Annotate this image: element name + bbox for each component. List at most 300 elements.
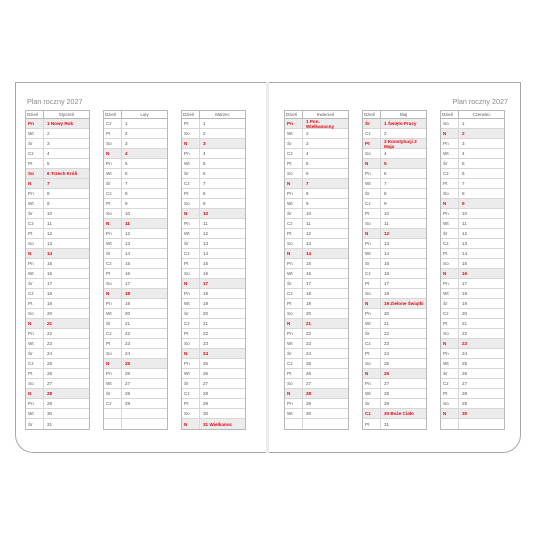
day-row[interactable] [363, 179, 426, 189]
day-row[interactable] [104, 269, 167, 279]
day-number: 17 [384, 281, 390, 286]
day-row[interactable] [182, 419, 245, 429]
day-row[interactable] [26, 139, 89, 149]
day-row[interactable] [363, 369, 426, 379]
day-row[interactable] [26, 249, 89, 259]
day-number: 7 [203, 181, 206, 186]
day-row[interactable] [104, 259, 167, 269]
day-row[interactable] [285, 349, 348, 359]
day-row[interactable] [182, 159, 245, 169]
day-number: 19 Zielone Świątki [384, 301, 424, 306]
weekday: So [441, 399, 459, 408]
day-row[interactable] [363, 239, 426, 249]
day-row[interactable] [285, 399, 348, 409]
day-row[interactable] [363, 269, 426, 279]
day-row[interactable] [26, 379, 89, 389]
day-row[interactable] [441, 159, 504, 169]
weekday: So [285, 309, 303, 318]
day-row[interactable] [26, 219, 89, 229]
day-number: 1 Święto Pracy [384, 121, 417, 126]
day-number: 6 [306, 171, 309, 176]
month-header [440, 110, 505, 119]
day-row[interactable] [26, 259, 89, 269]
day-row[interactable] [441, 199, 504, 209]
day-row[interactable] [104, 369, 167, 379]
day-row[interactable] [285, 329, 348, 339]
day-row[interactable] [363, 129, 426, 139]
day-row[interactable] [182, 179, 245, 189]
day-row[interactable] [441, 129, 504, 139]
day-row[interactable] [363, 309, 426, 319]
day-row[interactable] [441, 139, 504, 149]
day-number: 2 [125, 131, 128, 136]
day-number: 3 [47, 141, 50, 146]
day-row[interactable] [363, 259, 426, 269]
day-row[interactable] [182, 309, 245, 319]
day-row[interactable] [363, 379, 426, 389]
day-number: 17 [203, 281, 209, 286]
weekday: Wt [26, 339, 44, 348]
day-row[interactable] [26, 149, 89, 159]
day-row[interactable] [182, 249, 245, 259]
day-row[interactable] [285, 159, 348, 169]
day-number: 10 [384, 211, 390, 216]
day-row[interactable] [26, 349, 89, 359]
day-row[interactable] [363, 219, 426, 229]
day-row[interactable] [26, 399, 89, 409]
day-number: 14 [384, 251, 390, 256]
weekday: Pt [104, 269, 122, 278]
day-row[interactable] [104, 329, 167, 339]
day-row[interactable] [441, 259, 504, 269]
day-row[interactable] [441, 389, 504, 399]
day-number: 23 [203, 341, 209, 346]
weekday: So [104, 349, 122, 358]
month-header [181, 110, 246, 119]
day-row[interactable] [441, 299, 504, 309]
month-5 [440, 110, 505, 430]
day-row[interactable] [441, 119, 504, 129]
day-row[interactable] [182, 319, 245, 329]
month-days [284, 119, 349, 430]
day-number: 7 [306, 181, 309, 186]
day-row[interactable] [363, 279, 426, 289]
day-row[interactable] [182, 219, 245, 229]
day-row[interactable] [285, 119, 348, 129]
weekday: Pn [26, 399, 44, 408]
day-row[interactable] [285, 369, 348, 379]
day-row[interactable] [285, 339, 348, 349]
day-row[interactable] [285, 239, 348, 249]
day-row[interactable] [182, 299, 245, 309]
day-row[interactable] [285, 169, 348, 179]
weekday: Śr [104, 389, 122, 398]
day-row[interactable] [182, 349, 245, 359]
day-row[interactable] [363, 299, 426, 309]
day-row[interactable] [182, 289, 245, 299]
day-number: 29 [203, 401, 209, 406]
day-row[interactable] [26, 329, 89, 339]
day-row[interactable] [104, 179, 167, 189]
day-number: 3 [125, 141, 128, 146]
day-row[interactable] [182, 209, 245, 219]
day-row[interactable] [441, 309, 504, 319]
day-row[interactable] [26, 159, 89, 169]
day-row[interactable] [363, 189, 426, 199]
day-row[interactable] [26, 289, 89, 299]
weekday: Pt [363, 139, 381, 148]
day-row[interactable] [26, 269, 89, 279]
day-number [459, 419, 504, 429]
weekday: Pt [182, 189, 200, 198]
weekday: Pt [26, 299, 44, 308]
weekday: Pn [104, 159, 122, 168]
day-row[interactable] [182, 329, 245, 339]
day-row[interactable] [104, 419, 167, 429]
day-row[interactable] [285, 219, 348, 229]
day-row[interactable] [285, 229, 348, 239]
weekday: Cz [285, 289, 303, 298]
day-row[interactable] [104, 139, 167, 149]
day-row[interactable] [104, 209, 167, 219]
day-number: 10 [47, 211, 53, 216]
day-row[interactable] [363, 169, 426, 179]
day-row[interactable] [441, 269, 504, 279]
day-row[interactable] [26, 229, 89, 239]
day-row[interactable] [26, 209, 89, 219]
day-row[interactable] [182, 149, 245, 159]
day-row[interactable] [441, 179, 504, 189]
day-row[interactable] [104, 349, 167, 359]
day-row[interactable] [26, 299, 89, 309]
day-row[interactable] [285, 129, 348, 139]
day-row[interactable] [26, 419, 89, 429]
day-row[interactable] [104, 119, 167, 129]
day-row[interactable] [363, 349, 426, 359]
day-row[interactable] [26, 409, 89, 419]
day-row[interactable] [104, 289, 167, 299]
weekday: Cz [285, 359, 303, 368]
day-row[interactable] [363, 399, 426, 409]
day-row[interactable] [182, 189, 245, 199]
day-row[interactable] [285, 279, 348, 289]
weekday: N [441, 199, 459, 208]
day-number: 10 [125, 211, 131, 216]
weekday: Cz [363, 339, 381, 348]
day-number: 19 [47, 301, 53, 306]
day-row[interactable] [26, 369, 89, 379]
day-row[interactable] [104, 199, 167, 209]
day-number: 12 [384, 231, 390, 236]
day-row[interactable] [363, 149, 426, 159]
day-row[interactable] [363, 389, 426, 399]
day-number: 12 [306, 231, 312, 236]
weekday: Cz [441, 379, 459, 388]
day-row[interactable] [441, 169, 504, 179]
weekday: Pn [441, 349, 459, 358]
day-row[interactable] [285, 189, 348, 199]
day-number: 9 [384, 201, 387, 206]
day-row[interactable] [363, 319, 426, 329]
month-3 [284, 110, 349, 430]
day-row[interactable] [285, 409, 348, 419]
weekday: Pt [26, 369, 44, 378]
day-row[interactable] [104, 229, 167, 239]
day-number: 8 [462, 191, 465, 196]
day-row[interactable] [363, 209, 426, 219]
day-row[interactable] [441, 209, 504, 219]
weekday: Pn [441, 209, 459, 218]
day-row[interactable] [182, 279, 245, 289]
day-row[interactable] [285, 259, 348, 269]
day-row[interactable] [26, 189, 89, 199]
day-row[interactable] [182, 139, 245, 149]
day-row[interactable] [104, 389, 167, 399]
day-row[interactable] [182, 259, 245, 269]
weekday: So [182, 269, 200, 278]
day-row[interactable] [182, 169, 245, 179]
day-row[interactable] [104, 299, 167, 309]
day-row[interactable] [104, 319, 167, 329]
month-name: Maj [399, 112, 408, 117]
weekday: N [182, 349, 200, 358]
day-row[interactable] [182, 369, 245, 379]
day-row[interactable] [363, 199, 426, 209]
day-row[interactable] [104, 159, 167, 169]
day-row[interactable] [26, 359, 89, 369]
day-number: 15 [306, 261, 312, 266]
day-number: 16 [47, 271, 53, 276]
weekday: Pn [363, 309, 381, 318]
day-row[interactable] [104, 249, 167, 259]
day-row[interactable] [26, 389, 89, 399]
day-row[interactable] [363, 289, 426, 299]
day-row[interactable] [363, 329, 426, 339]
month-days [440, 119, 505, 430]
day-row[interactable] [104, 169, 167, 179]
month-days [362, 119, 427, 430]
day-number: 21 [384, 321, 390, 326]
day-row[interactable] [285, 269, 348, 279]
weekday: Cz [182, 249, 200, 258]
weekday: Pt [182, 399, 200, 408]
day-row[interactable] [182, 269, 245, 279]
day-number: 3 [306, 141, 309, 146]
day-number: 21 [47, 321, 53, 326]
day-row[interactable] [104, 409, 167, 419]
day-number: 8 [306, 191, 309, 196]
day-number: 24 [462, 351, 468, 356]
day-row[interactable] [182, 339, 245, 349]
day-row[interactable] [441, 189, 504, 199]
day-row[interactable] [285, 379, 348, 389]
day-row[interactable] [441, 149, 504, 159]
day-row[interactable] [441, 329, 504, 339]
day-row[interactable] [441, 379, 504, 389]
weekday: N [26, 179, 44, 188]
weekday: Wt [26, 269, 44, 278]
day-row[interactable] [104, 219, 167, 229]
day-row[interactable] [363, 359, 426, 369]
day-row[interactable] [441, 359, 504, 369]
day-row[interactable] [104, 239, 167, 249]
day-number: 19 [306, 301, 312, 306]
day-number: 14 [47, 251, 53, 256]
day-row[interactable] [104, 149, 167, 159]
day-number: 20 [125, 311, 131, 316]
weekday [104, 419, 122, 429]
day-row[interactable] [363, 249, 426, 259]
day-number: 18 [462, 291, 468, 296]
day-row[interactable] [441, 399, 504, 409]
day-row[interactable] [285, 139, 348, 149]
day-row[interactable] [363, 409, 426, 419]
day-row[interactable] [441, 239, 504, 249]
weekday: Wt [26, 199, 44, 208]
day-row[interactable] [285, 199, 348, 209]
day-row[interactable] [104, 309, 167, 319]
weekday: Śr [26, 139, 44, 148]
day-row[interactable] [182, 229, 245, 239]
day-row[interactable] [182, 379, 245, 389]
day-row[interactable] [285, 389, 348, 399]
weekday: Pn [104, 299, 122, 308]
weekday: Pn [363, 169, 381, 178]
day-row[interactable] [26, 319, 89, 329]
weekday: Śr [182, 239, 200, 248]
day-row[interactable] [26, 199, 89, 209]
day-row[interactable] [182, 199, 245, 209]
day-row[interactable] [441, 419, 504, 429]
day-row[interactable] [441, 249, 504, 259]
day-row[interactable] [441, 289, 504, 299]
day-number: 21 [306, 321, 312, 326]
day-row[interactable] [182, 409, 245, 419]
day-row[interactable] [26, 309, 89, 319]
weekday: Cz [104, 329, 122, 338]
day-row[interactable] [104, 129, 167, 139]
day-row[interactable] [441, 319, 504, 329]
day-row[interactable] [182, 399, 245, 409]
weekday: Cz [441, 169, 459, 178]
day-row[interactable] [285, 289, 348, 299]
day-row[interactable] [285, 309, 348, 319]
day-row[interactable] [363, 339, 426, 349]
day-row[interactable] [26, 129, 89, 139]
day-row[interactable] [26, 169, 89, 179]
weekday: So [363, 149, 381, 158]
day-row[interactable] [104, 189, 167, 199]
day-row[interactable] [26, 119, 89, 129]
day-row[interactable] [441, 279, 504, 289]
weekday: Cz [104, 259, 122, 268]
weekday: Cz [285, 149, 303, 158]
day-number: 4 [203, 151, 206, 156]
day-number: 4 [47, 151, 50, 156]
weekday: Cz [182, 319, 200, 328]
day-row[interactable] [285, 299, 348, 309]
day-number: 30 [203, 411, 209, 416]
day-number [122, 409, 167, 418]
day-row[interactable] [441, 369, 504, 379]
day-row[interactable] [363, 229, 426, 239]
day-number: 5 [125, 161, 128, 166]
day-row[interactable] [363, 139, 426, 149]
day-row[interactable] [285, 149, 348, 159]
day-row[interactable] [182, 119, 245, 129]
day-row[interactable] [363, 159, 426, 169]
day-number: 11 [47, 221, 52, 226]
weekday: Cz [26, 359, 44, 368]
day-number: 2 [384, 131, 387, 136]
day-number: 6 [384, 171, 387, 176]
day-row[interactable] [441, 339, 504, 349]
weekday: So [182, 129, 200, 138]
day-row[interactable] [182, 389, 245, 399]
day-row[interactable] [104, 379, 167, 389]
day-row[interactable] [104, 359, 167, 369]
day-row[interactable] [285, 419, 348, 429]
day-number: 13 [384, 241, 390, 246]
day-row[interactable] [441, 229, 504, 239]
day-row[interactable] [26, 239, 89, 249]
day-row[interactable] [104, 279, 167, 289]
day-row[interactable] [26, 339, 89, 349]
day-row[interactable] [285, 319, 348, 329]
weekday: Pn [26, 329, 44, 338]
weekday: So [285, 379, 303, 388]
day-row[interactable] [441, 349, 504, 359]
day-number: 8 [125, 191, 128, 196]
weekday: Śr [285, 209, 303, 218]
weekday: Śr [285, 279, 303, 288]
weekday: Wt [441, 219, 459, 228]
day-number: 14 [306, 251, 312, 256]
weekday: Wt [182, 369, 200, 378]
day-row[interactable] [182, 129, 245, 139]
day-number: 20 [203, 311, 209, 316]
day-row[interactable] [363, 419, 426, 429]
day-row[interactable] [441, 409, 504, 419]
day-number: 29 [47, 401, 53, 406]
weekday: So [182, 199, 200, 208]
day-number: 29 [125, 401, 131, 406]
day-row[interactable] [104, 339, 167, 349]
weekday: Śr [363, 259, 381, 268]
weekday: Pn [26, 119, 44, 128]
weekday: Cz [26, 149, 44, 158]
day-row[interactable] [285, 359, 348, 369]
day-row[interactable] [182, 239, 245, 249]
month-days [103, 119, 168, 430]
weekday: Pn [285, 399, 303, 408]
day-row[interactable] [26, 179, 89, 189]
day-row[interactable] [182, 359, 245, 369]
day-row[interactable] [26, 279, 89, 289]
weekday: Śr [104, 249, 122, 258]
weekday: Pt [26, 229, 44, 238]
day-row[interactable] [285, 209, 348, 219]
day-row[interactable] [441, 219, 504, 229]
day-row[interactable] [285, 249, 348, 259]
weekday: Wt [104, 169, 122, 178]
weekday: Cz [363, 409, 381, 418]
day-row[interactable] [104, 399, 167, 409]
weekday: So [441, 329, 459, 338]
weekday: So [285, 239, 303, 248]
day-row[interactable] [285, 179, 348, 189]
day-row[interactable] [363, 119, 426, 129]
